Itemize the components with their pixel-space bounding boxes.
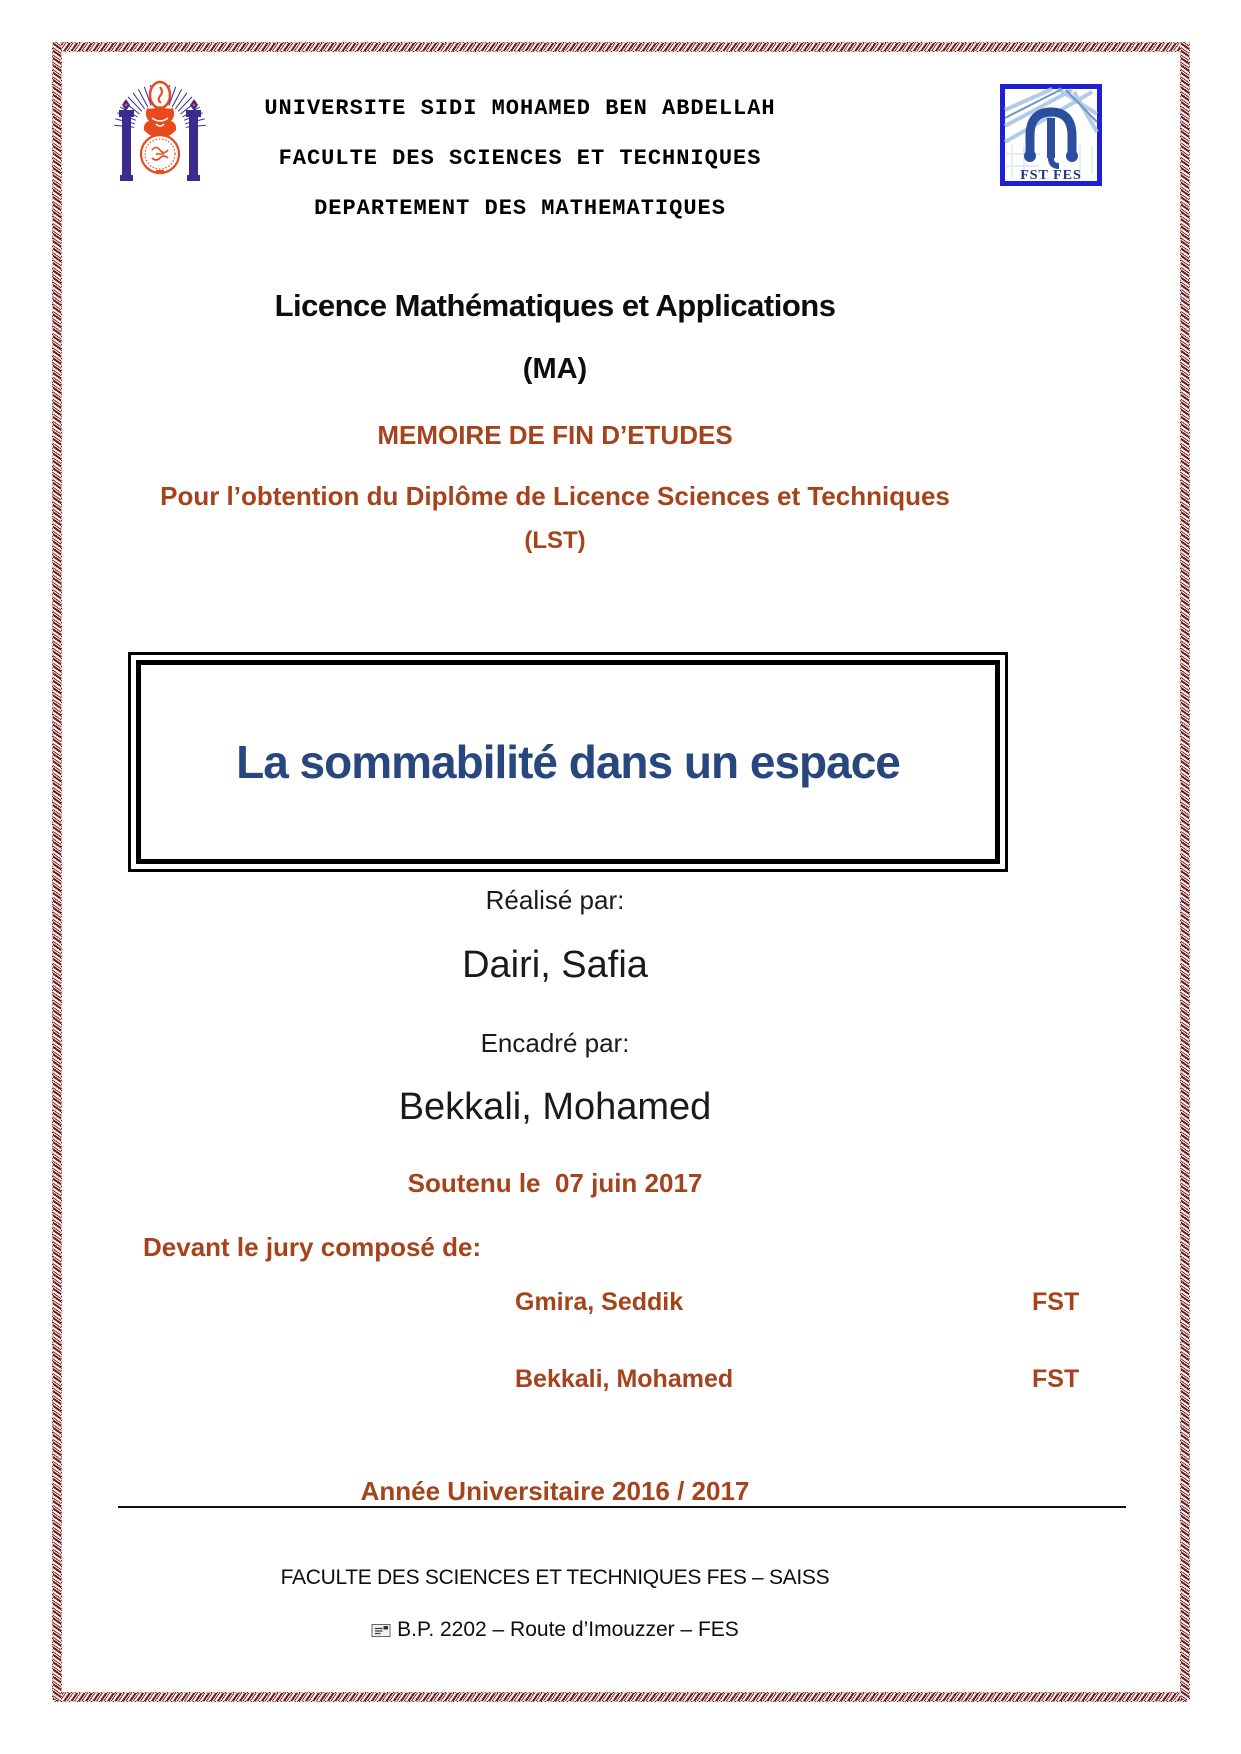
fst-fes-logo-icon [1000, 84, 1102, 186]
thesis-title-box [128, 652, 1008, 872]
footer-divider-line [118, 1506, 1126, 1508]
footer-address-text: B.P. 2202 – Route d’Imouzzer – FES [397, 1618, 739, 1641]
university-emblem-icon [112, 66, 208, 190]
frame-border-top [54, 42, 1187, 52]
jury-member-name: Gmira, Seddik [515, 1288, 684, 1316]
program-title: Licence Mathématiques et Applications [274, 288, 836, 323]
realise-par-label: Réalisé par: [485, 885, 625, 915]
program-abbr: (MA) [522, 353, 588, 385]
faculty-name: FACULTE DES SCIENCES ET TECHNIQUES [278, 146, 762, 171]
supervisor-name: Bekkali, Mohamed [398, 1086, 712, 1128]
thesis-title: La sommabilité dans un espace [236, 736, 900, 788]
footer-address-line [55, 1618, 1055, 1642]
memoire-subheading: Pour l’obtention du Diplôme de Licence Sciences et Techniques [160, 481, 950, 511]
frame-border-right [1180, 42, 1190, 1700]
academic-year: Année Universitaire 2016 / 2017 [360, 1476, 750, 1506]
jury-member-affiliation: FST [1032, 1288, 1080, 1316]
defense-date: Soutenu le 07 juin 2017 [407, 1168, 703, 1198]
department-name: DEPARTEMENT DES MATHEMATIQUES [314, 196, 726, 221]
jury-label: Devant le jury composé de: [143, 1232, 482, 1262]
university-emblem-logo [112, 66, 208, 190]
jury-member-affiliation: FST [1032, 1365, 1080, 1393]
thesis-title-box-inner [136, 660, 1000, 864]
frame-border-bottom [54, 1692, 1187, 1702]
fst-fes-logo [1000, 84, 1102, 186]
jury-member-name: Bekkali, Mohamed [515, 1365, 734, 1393]
encadre-par-label: Encadré par: [480, 1028, 630, 1058]
memoire-abbr: (LST) [524, 527, 586, 554]
university-name: UNIVERSITE SIDI MOHAMED BEN ABDELLAH [264, 96, 776, 121]
fst-fes-logo-text: FST FES [1020, 168, 1082, 183]
mail-address-icon [371, 1622, 391, 1638]
footer-faculty-line: FACULTE DES SCIENCES ET TECHNIQUES FES – SAISS [280, 1566, 830, 1589]
memoire-heading: MEMOIRE DE FIN D’ETUDES [377, 420, 733, 450]
student-name: Dairi, Safia [462, 944, 648, 986]
